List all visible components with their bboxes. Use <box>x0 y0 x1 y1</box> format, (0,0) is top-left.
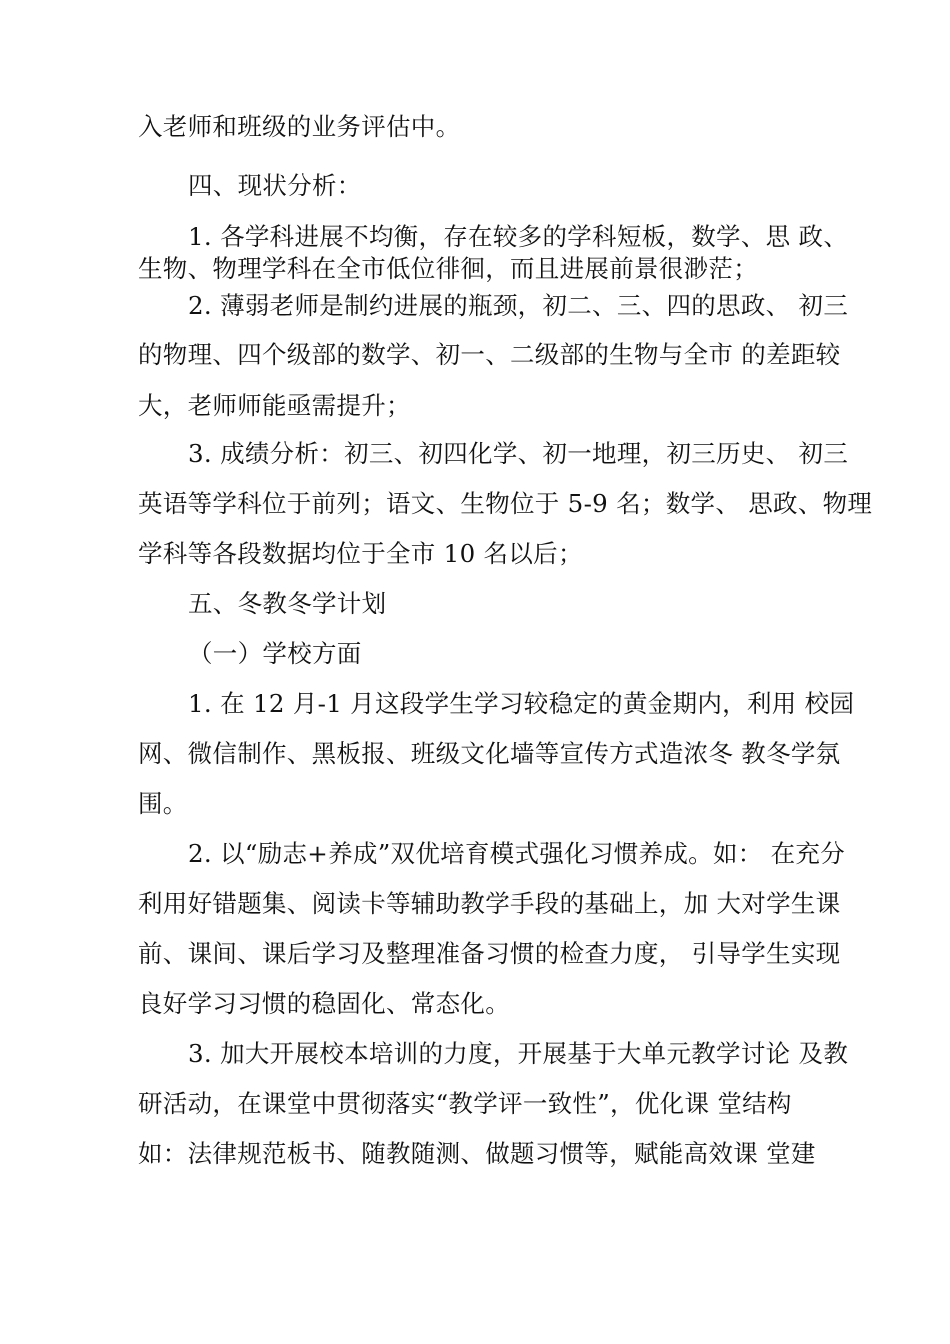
text-line: 的物理、四个级部的数学、初一、二级部的生物与全市 的差距较 <box>138 340 841 369</box>
section-heading: 五、冬教冬学计划 <box>188 589 387 618</box>
text-line: 学科等各段数据均位于全市 10 名以后； <box>138 539 583 568</box>
text-line: 良好学习习惯的稳固化、常态化。 <box>138 989 510 1018</box>
text-line: 研活动，在课堂中贯彻落实“教学评一致性”，优化课 堂结构 <box>138 1089 792 1118</box>
text-line: 大，老师师能亟需提升； <box>138 391 411 420</box>
text-line: 入老师和班级的业务评估中。 <box>138 112 461 141</box>
text-line: 3. 加大开展校本培训的力度，开展基于大单元教学讨论 及教 <box>188 1039 849 1068</box>
text-line: 围。 <box>138 789 188 818</box>
text-line: 3. 成绩分析：初三、初四化学、初一地理，初三历史、 初三 <box>188 439 849 468</box>
text-line: 1. 在 12 月-1 月这段学生学习较稳定的黄金期内，利用 校园 <box>188 689 855 718</box>
text-line: 如：法律规范板书、随教随测、做题习惯等，赋能高效课 堂建 <box>138 1139 816 1168</box>
section-heading: 四、现状分析： <box>188 171 362 200</box>
text-line: 英语等学科位于前列；语文、生物位于 5-9 名；数学、 思政、物理 <box>138 489 873 518</box>
text-line: 1. 各学科进展不均衡，存在较多的学科短板，数学、思 政、 <box>188 222 849 251</box>
text-line: 生物、物理学科在全市低位徘徊，而且进展前景很渺茫； <box>138 254 758 283</box>
text-line: 2. 薄弱老师是制约进展的瓶颈，初二、三、四的思政、 初三 <box>188 291 849 320</box>
text-line: 2. 以“励志+养成”双优培育模式强化习惯养成。如： 在充分 <box>188 839 846 868</box>
text-line: 利用好错题集、阅读卡等辅助教学手段的基础上，加 大对学生课 <box>138 889 841 918</box>
text-line: 网、微信制作、黑板报、班级文化墙等宣传方式造浓冬 教冬学氛 <box>138 739 841 768</box>
text-line: 前、课间、课后学习及整理准备习惯的检查力度， 引导学生实现 <box>138 939 841 968</box>
subsection-heading: （一）学校方面 <box>188 639 362 668</box>
